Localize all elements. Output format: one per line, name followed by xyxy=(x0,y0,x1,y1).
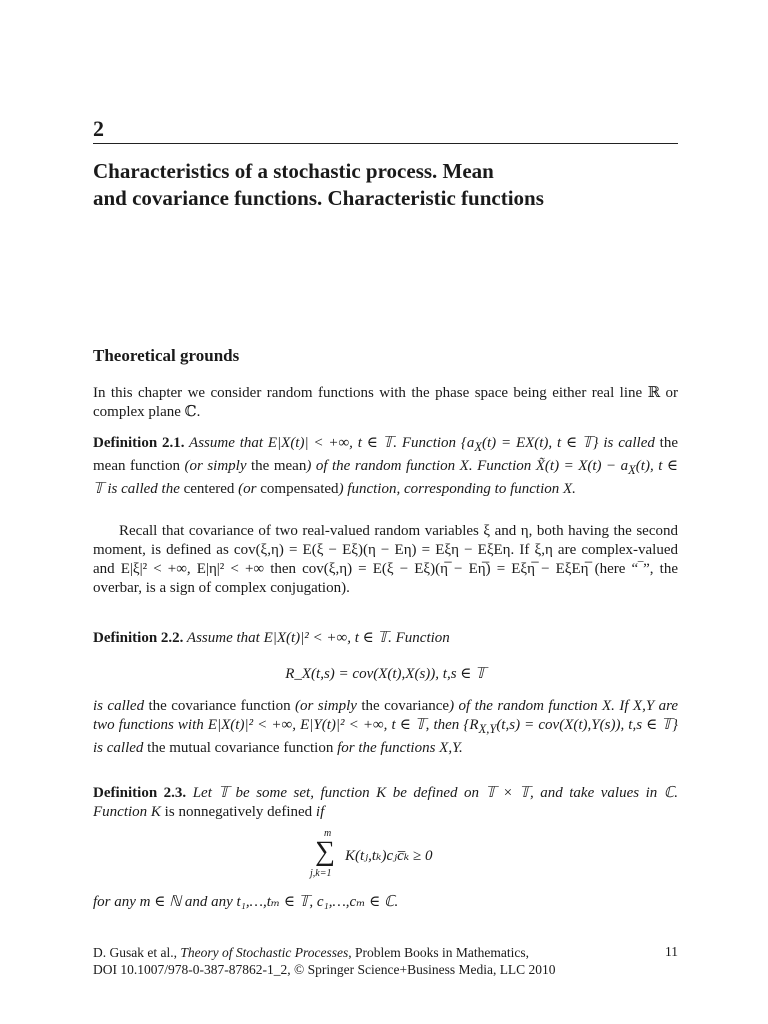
sigma-symbol: ∑ xyxy=(315,836,335,867)
def21-text-a: Assume that E|X(t)| < +∞, t ∈ 𝕋. Function {a xyxy=(184,435,475,451)
covariance-paragraph: Recall that covariance of two real-valued random variables ξ and η, both having the second moment, is defined as cov(ξ,η) = E(ξ − Eξ)(η − Eη) = Eξη − EξEη. If ξ,η are complex-valued and E|ξ|² < +∞, E|η|² < +∞ then cov(ξ,η) = E(ξ − Eξ)(η̅ − Eη̅) = Eξη̅ − EξEη̅ (here “‾”, the overbar, is a sign of complex conjugation). xyxy=(93,523,678,596)
def22-intro: Assume that E|X(t)|² < +∞, t ∈ 𝕋. Function xyxy=(183,630,450,646)
footer-series: , Problem Books in Mathematics, xyxy=(348,945,529,960)
def22-after-g: is called xyxy=(93,740,144,756)
definition-2-3 xyxy=(93,784,678,822)
def22-after-a: is called xyxy=(93,698,145,714)
definition-2-2 xyxy=(93,629,678,648)
def22-label: Definition 2.2. xyxy=(93,630,184,646)
section-heading: Theoretical grounds xyxy=(93,346,240,365)
sum-lower-limit: j,k=1 xyxy=(310,868,332,879)
def22-covariance-function: the covariance function xyxy=(144,698,296,714)
footer-line1 xyxy=(93,944,678,961)
chapter-title-line1: Characteristics of a stochastic process. Mean xyxy=(93,159,494,183)
def21-text-d: (t), t ∈ 𝕋 xyxy=(93,458,678,497)
def21-tail: ) function, corresponding to function X. xyxy=(338,481,576,497)
def21-sub-x: X xyxy=(474,440,483,454)
footer-citation xyxy=(93,944,678,978)
sum-formula xyxy=(305,828,505,884)
def21-called2: is called the xyxy=(107,481,180,497)
def22-after-i: for the functions X,Y. xyxy=(337,740,463,756)
definition-2-2-continued xyxy=(93,697,678,758)
chapter-title-line2: and covariance functions. Characteristic functions xyxy=(93,186,544,210)
def22-after-f: (t,s) = cov(X(t),Y(s)), t,s ∈ 𝕋} xyxy=(496,717,679,733)
def22-the-covariance: the covariance xyxy=(356,698,450,714)
def23-if: if xyxy=(315,804,325,820)
intro-paragraph: In this chapter we consider random functions with the phase space being either real line ℝ or complex plane ℂ. xyxy=(93,385,678,420)
def23-is: is xyxy=(164,804,175,820)
def21-or-simply: (or simply xyxy=(184,458,247,474)
def21-or2: (or xyxy=(238,481,257,497)
sum-upper-limit: m xyxy=(324,828,332,839)
def23-nonneg: nonnegatively defined xyxy=(174,804,316,820)
def21-the-mean: the mean xyxy=(246,458,307,474)
footer-line2: DOI 10.1007/978-0-387-87862-1_2, © Springer Science+Business Media, LLC 2010 xyxy=(93,962,556,977)
definition-2-1 xyxy=(93,434,678,499)
chapter-rule xyxy=(93,143,678,144)
chapter-number: 2 xyxy=(93,116,104,141)
covariance-formula: R_X(t,s) = cov(X(t),X(s)), t,s ∈ 𝕋 xyxy=(285,666,486,682)
def23-label: Definition 2.3. xyxy=(93,785,187,801)
def23-text-a: Let 𝕋 be some set, function K be defined on 𝕋 × 𝕋, and take values in ℂ. Function K xyxy=(93,785,678,820)
chapter-title xyxy=(93,158,678,212)
footer-book-title: Theory of Stochastic Processes xyxy=(180,945,349,960)
def21-called1: is called xyxy=(603,435,655,451)
sum-body: K(tⱼ,tₖ)cⱼc̅ₖ ≥ 0 xyxy=(345,848,433,864)
def21-compensated: compensated xyxy=(256,481,339,497)
def21-of-rf: ) of the random function X. Function X̃(t) = X(t) − a xyxy=(306,458,629,474)
def21-sub-x2: X xyxy=(628,463,636,477)
def22-or-simply: (or simply xyxy=(295,698,357,714)
def21-mean-function: the mean function xyxy=(93,435,679,474)
definition-2-3-tail xyxy=(93,893,678,912)
def21-centered: centered xyxy=(179,481,239,497)
def22-mutual-covariance: the mutual covariance function xyxy=(143,740,338,756)
footer-authors: D. Gusak et al., xyxy=(93,945,181,960)
def21-text-c: (t) = EX(t), t ∈ 𝕋} xyxy=(482,435,604,451)
def21-label: Definition 2.1. xyxy=(93,435,185,451)
def22-after-e: ) of the random function X. If X,Y are two functions with E|X(t)|² < +∞, E|Y(t)|² < +∞, t ∈ 𝕋, then {R xyxy=(93,698,679,733)
def22-sub-xy: X,Y xyxy=(478,722,497,736)
def23-tail: for any m ∈ ℕ and any t₁,…,tₘ ∈ 𝕋, c₁,…,cₘ ∈ ℂ. xyxy=(93,894,399,910)
page-number: 11 xyxy=(665,944,678,959)
